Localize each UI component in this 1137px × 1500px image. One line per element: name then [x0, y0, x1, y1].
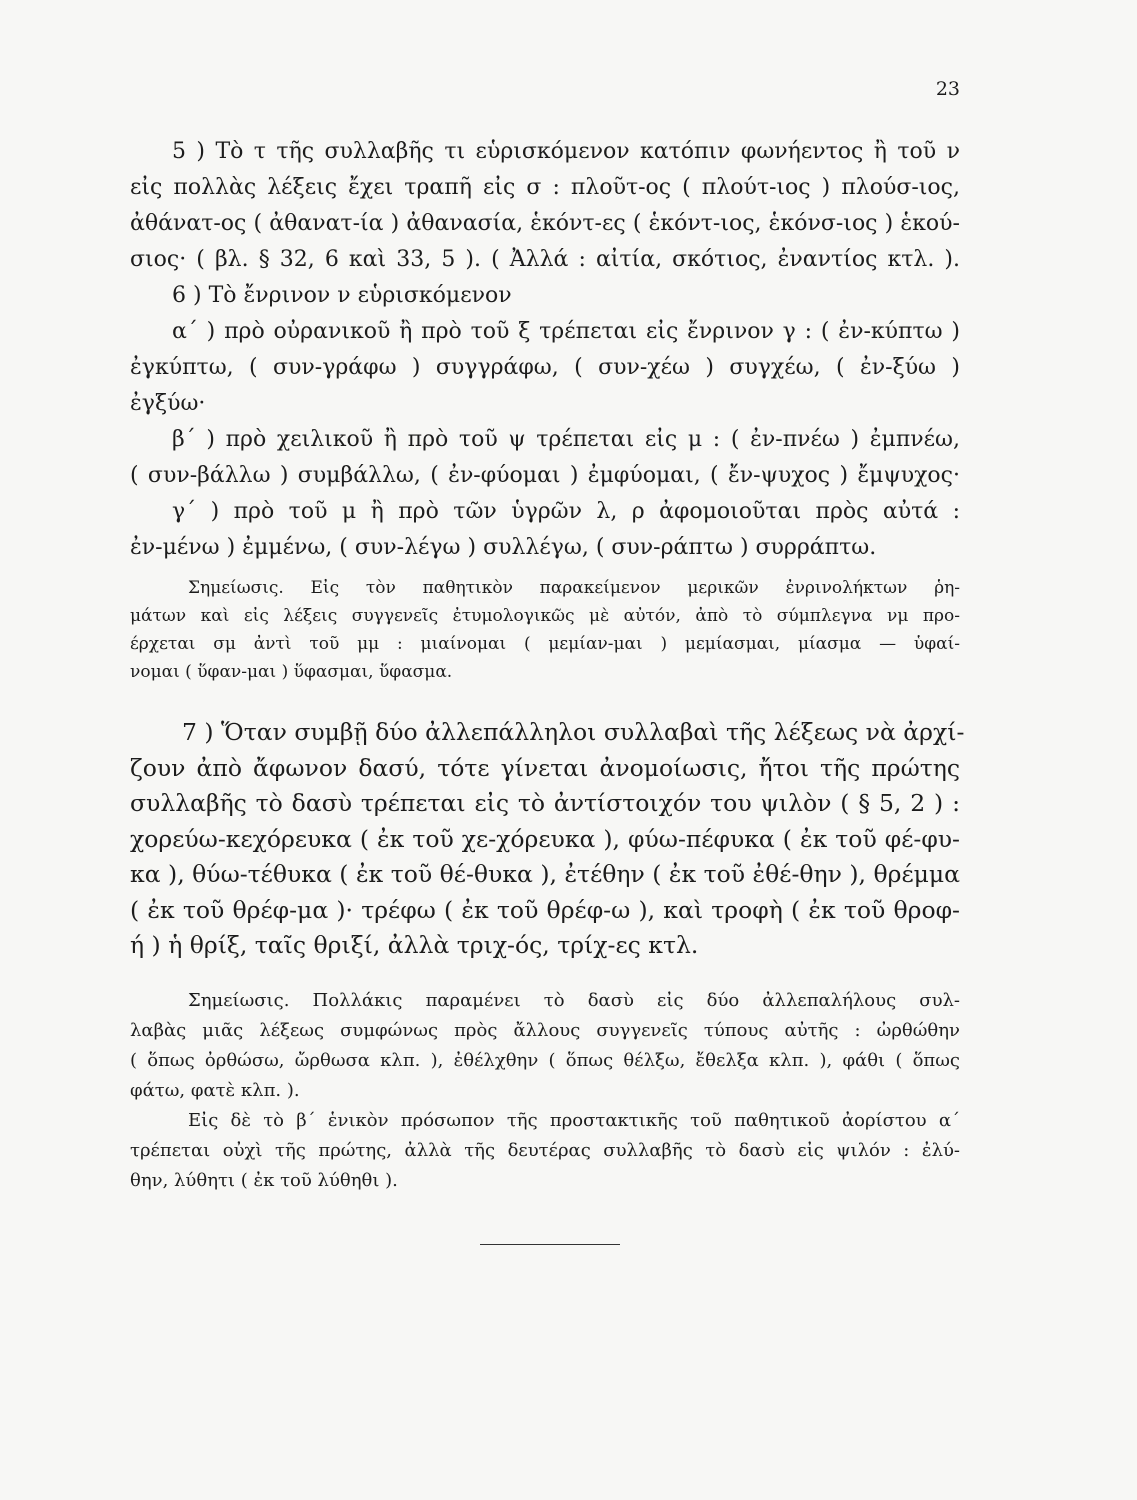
note-2	[130, 986, 960, 1196]
text-line: ἐγκύπτω, ( συν-γράφω ) συγγράφω, ( συν-χέω ) συγχέω, ( ἐν-ξύω )	[130, 355, 960, 380]
note-line: τρέπεται οὐχὶ τῆς πρώτης, ἀλλὰ τῆς δευτέρας συλλαβῆς τὸ δασὺ εἰς ψιλόν : ἐλύ-	[130, 1140, 960, 1161]
note-line: μάτων καὶ εἰς λέξεις συγγενεῖς ἐτυμολογικῶς μὲ αὐτόν, ἀπὸ τὸ σύμπλεγνα νμ προ-	[130, 606, 960, 626]
text-line: ἀθάνατ-ος ( ἀθανατ-ία ) ἀθανασία, ἑκόντ-ες ( ἑκόντ-ιος, ἑκόνσ-ιος ) ἑκού-	[130, 211, 960, 236]
end-rule	[480, 1244, 620, 1245]
text-line: α΄ ) πρὸ οὐρανικοῦ ἢ πρὸ τοῦ ξ τρέπεται εἰς ἔνρινον γ : ( ἐν-κύπτω )	[172, 319, 960, 344]
note-line: Σημείωσις. Εἰς τὸν παθητικὸν παρακείμενον μερικῶν ἐνρινολήκτων ῥη-	[188, 578, 960, 598]
page-number: 23	[935, 78, 960, 100]
text-line: χορεύω-κεχόρευκα ( ἐκ τοῦ χε-χόρευκα ), φύω-πέφυκα ( ἐκ τοῦ φέ-φυ-	[130, 824, 960, 853]
text-line: κα ), θύω-τέθυκα ( ἐκ τοῦ θέ-θυκα ), ἐτέθην ( ἐκ τοῦ ἐθέ-θην ), θρέμμα	[130, 860, 961, 888]
text-line: 7 ) Ὅταν συμβῇ δύο ἀλλεπάλληλοι συλλαβαὶ τῆς λέξεως νὰ ἀρχί-	[182, 718, 965, 746]
note-line: φάτω, φατὲ κλπ. ).	[130, 1080, 300, 1101]
text-line: ( ἐκ τοῦ θρέφ-μα )· τρέφω ( ἐκ τοῦ θρέφ-ω ), καὶ τροφὴ ( ἐκ τοῦ θροφ-	[130, 895, 960, 924]
text-line: ή ) ἡ θρίξ, ταῖς θριξί, ἀλλὰ τριχ-ός, τρίχ-ες κτλ.	[130, 931, 699, 959]
note-line: νομαι ( ὕφαν-μαι ) ὕφασμαι, ὕφασμα.	[130, 662, 453, 682]
text-line: ( συν-βάλλω ) συμβάλλω, ( ἐν-φύομαι ) ἐμφύομαι, ( ἔν-ψυχος ) ἔμψυχος·	[130, 463, 960, 488]
text-line: ἐγξύω·	[130, 391, 206, 416]
note-line: έρχεται σμ ἀντὶ τοῦ μμ : μιαίνομαι ( μεμίαν-μαι ) μεμίασμαι, μίασμα — ὑφαί-	[130, 634, 960, 654]
note-line: λαβὰς μιᾶς λέξεως συμφώνως πρὸς ἄλλους συγγενεῖς τύπους αὐτῆς : ὠρθώθην	[130, 1020, 960, 1041]
note-line: ( ὅπως ὀρθώσω, ὤρθωσα κλπ. ), ἐθέλχθην ( ὅπως θέλξω, ἔθελξα κλπ. ), φάθι ( ὅπως	[130, 1050, 960, 1071]
text-line: σιος· ( βλ. § 32, 6 καὶ 33, 5 ). ( Ἀλλά : αἰτία, σκότιος, ἐναντίος κτλ. ).	[130, 247, 960, 272]
section-6	[130, 278, 960, 566]
text-line: γ΄ ) πρὸ τοῦ μ ἢ πρὸ τῶν ὑγρῶν λ, ρ ἀφομοιοῦται πρὸς αὐτά :	[172, 499, 960, 524]
note-line: Εἰς δὲ τὸ β΄ ἑνικὸν πρόσωπον τῆς προστακτικῆς τοῦ παθητικοῦ ἀορίστου α΄	[188, 1110, 960, 1131]
text-line: εἰς πολλὰς λέξεις ἔχει τραπῆ εἰς σ : πλοῦτ-ος ( πλούτ-ιος ) πλούσ-ιος,	[130, 175, 960, 200]
text-line: ζουν ἀπὸ ἄφωνον δασύ, τότε γίνεται ἀνομοίωσις, ἤτοι τῆς πρώτης	[130, 753, 960, 782]
note-1	[130, 574, 960, 686]
text-line: 5 ) Τὸ τ τῆς συλλαβῆς τι εὑρισκόμενον κατόπιν φωνήεντος ἢ τοῦ ν	[172, 139, 960, 164]
text-line: 6 ) Τὸ ἔνρινον ν εὑρισκόμενον	[172, 283, 512, 308]
text-line: ἐν-μένω ) ἐμμένω, ( συν-λέγω ) συλλέγω, ( συν-ράπτω ) συρράπτω.	[130, 535, 877, 560]
note-line: θην, λύθητι ( ἐκ τοῦ λύθηθι ).	[130, 1170, 398, 1191]
text-line: β΄ ) πρὸ χειλικοῦ ἢ πρὸ τοῦ ψ τρέπεται εἰς μ : ( ἐν-πνέω ) ἐμπνέω,	[172, 427, 960, 452]
note-line: Σημείωσις. Πολλάκις παραμένει τὸ δασὺ εἰς δύο ἀλλεπαλήλους συλ-	[188, 990, 960, 1011]
section-5	[130, 134, 960, 278]
section-7	[130, 715, 965, 964]
text-line: συλλαβῆς τὸ δασὺ τρέπεται εἰς τὸ ἀντίστοιχόν του ψιλὸν ( § 5, 2 ) :	[130, 789, 960, 817]
